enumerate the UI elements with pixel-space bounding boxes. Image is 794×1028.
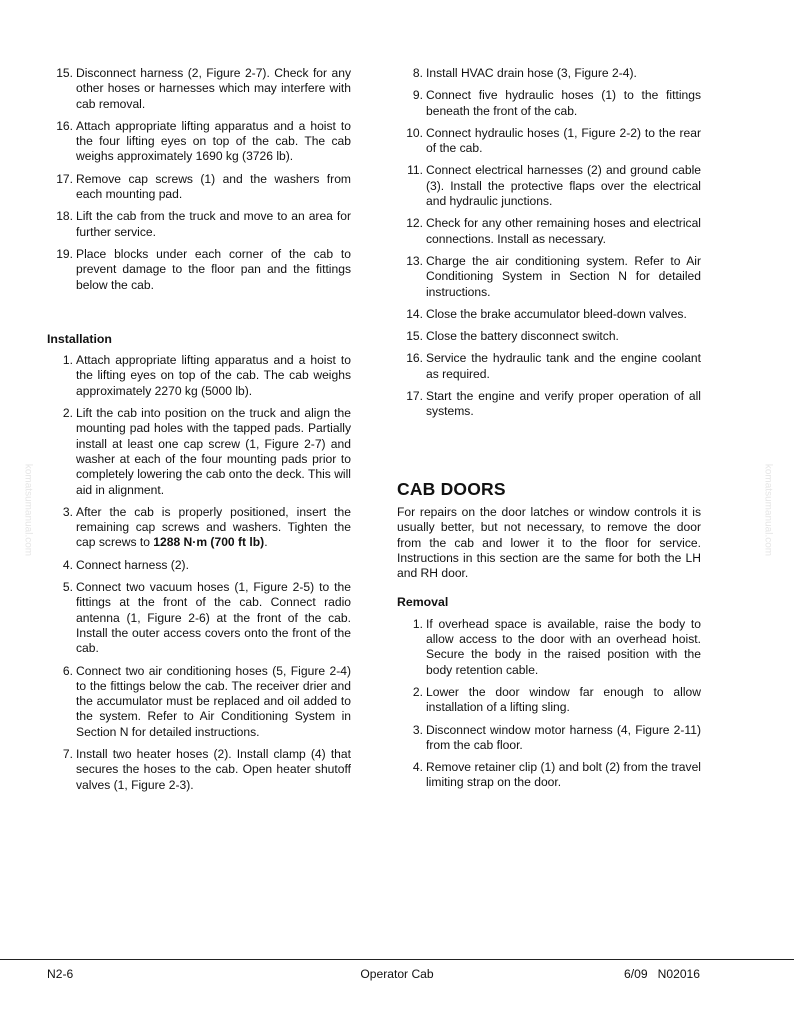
step-number: 6. bbox=[62, 663, 73, 678]
step-number: 7. bbox=[62, 746, 73, 761]
door-removal-steps-list bbox=[397, 617, 701, 791]
chapter-title: Operator Cab bbox=[360, 967, 434, 981]
right-column bbox=[397, 66, 701, 798]
step-number: 4. bbox=[62, 557, 73, 572]
step-number: 9. bbox=[412, 88, 423, 103]
list-item bbox=[397, 723, 701, 754]
list-item bbox=[47, 209, 351, 240]
section-title: CAB DOORS bbox=[397, 478, 506, 499]
step-text: Lift the cab from the truck and move to an area for further service. bbox=[76, 209, 351, 239]
list-item bbox=[397, 163, 701, 209]
list-item bbox=[47, 353, 351, 399]
torque-value: 1288 N·m (700 ft lb) bbox=[153, 535, 265, 550]
step-text: Connect two vacuum hoses (1, Figure 2-5) to the fittings at the front of the cab. Connect radio antenna (1, Figure 2-6) at the front of the cab. Install the outer access covers onto the front of the cab. bbox=[76, 580, 351, 656]
list-item bbox=[47, 747, 351, 793]
list-item bbox=[397, 389, 701, 420]
step-text: Charge the air conditioning system. Refer to Air Conditioning System in Section N for detailed instructions. bbox=[426, 253, 701, 299]
step-number: 16. bbox=[406, 351, 423, 366]
list-item bbox=[47, 247, 351, 293]
step-number: 10. bbox=[406, 125, 423, 140]
step-number: 16. bbox=[56, 118, 73, 133]
step-text: Attach appropriate lifting apparatus and a hoist to the four lifting eyes on top of the cab. The cab weighs approximately 1690 kg (3726 lb). bbox=[76, 118, 351, 164]
step-number: 11. bbox=[407, 163, 423, 178]
step-text: Connect two air conditioning hoses (5, Figure 2-4) to the fittings below the cab. The receiver drier and the accumulator must be replaced and oil added to the system. Refer to Air Conditioning System in Section N for detailed instructions. bbox=[76, 663, 351, 739]
step-text: Close the battery disconnect switch. bbox=[426, 329, 619, 344]
list-item bbox=[397, 66, 701, 81]
step-number: 3. bbox=[412, 722, 423, 737]
removal-steps-list bbox=[47, 66, 351, 293]
list-item bbox=[397, 760, 701, 791]
list-item bbox=[397, 617, 701, 678]
step-text: Disconnect window motor harness (4, Figure 2-11) from the cab floor. bbox=[426, 722, 701, 752]
step-number: 18. bbox=[56, 209, 73, 224]
list-item bbox=[397, 254, 701, 300]
footer-divider bbox=[0, 959, 794, 960]
step-text: Remove cap screws (1) and the washers from each mounting pad. bbox=[76, 171, 351, 202]
list-item bbox=[47, 406, 351, 498]
step-number: 15. bbox=[406, 329, 423, 344]
step-text: Remove retainer clip (1) and bolt (2) from the travel limiting strap on the door. bbox=[426, 760, 701, 790]
step-number: 2. bbox=[62, 406, 73, 421]
step-number: 13. bbox=[406, 253, 423, 268]
list-item bbox=[47, 119, 351, 165]
page-number: N2-6 bbox=[47, 967, 74, 981]
step-number: 17. bbox=[56, 171, 73, 186]
step-text: Disconnect harness (2, Figure 2-7). Check for any other hoses or harnesses which may interfere with cab removal. bbox=[76, 66, 351, 111]
step-text: Close the brake accumulator bleed-down valves. bbox=[426, 306, 687, 321]
watermark-left: komatsumanual.com bbox=[22, 463, 34, 557]
list-item bbox=[397, 216, 701, 247]
step-text-end: . bbox=[264, 535, 268, 550]
list-item bbox=[397, 685, 701, 716]
step-number: 17. bbox=[406, 389, 423, 404]
step-text: Check for any other remaining hoses and electrical connections. Install as necessary. bbox=[426, 216, 701, 246]
step-number: 8. bbox=[412, 66, 423, 80]
date-code: 6/09 N02016 bbox=[624, 967, 700, 981]
step-text: Connect five hydraulic hoses (1) to the fittings beneath the front of the cab. bbox=[426, 88, 701, 118]
list-item bbox=[47, 66, 351, 112]
step-number: 5. bbox=[62, 580, 73, 595]
step-text: If overhead space is available, raise the body to allow access to the door with an overhead hoist. Secure the body in the raised position with the body retention cable. bbox=[426, 616, 701, 677]
step-text: After the cab is properly positioned, insert the remaining cap screws and washers. Tighten the cap screws to bbox=[76, 504, 351, 550]
list-item bbox=[397, 307, 701, 322]
section-intro: For repairs on the door latches or window controls it is usually better, but not necessary, to remove the door from the cab and lower it to the floor for service. Instructions in this section are the same for both the LH and RH door. bbox=[397, 504, 701, 581]
step-text: Service the hydraulic tank and the engine coolant as required. bbox=[426, 351, 701, 381]
step-text: Connect harness (2). bbox=[76, 557, 189, 572]
step-number: 12. bbox=[406, 216, 423, 231]
step-text: Place blocks under each corner of the cab to prevent damage to the floor pan and the fittings below the cab. bbox=[76, 246, 351, 292]
list-item bbox=[397, 329, 701, 344]
list-item bbox=[47, 172, 351, 203]
installation-steps-list bbox=[47, 353, 351, 793]
installation-heading: Installation bbox=[47, 331, 112, 346]
left-column bbox=[47, 66, 351, 800]
list-item bbox=[47, 505, 351, 551]
step-text: Install two heater hoses (2). Install clamp (4) that secures the hoses to the cab. Open heater shutoff valves (1, Figure 2-3). bbox=[76, 746, 351, 792]
step-number: 4. bbox=[412, 760, 423, 775]
list-item bbox=[47, 558, 351, 573]
list-item bbox=[47, 580, 351, 656]
step-text: Connect hydraulic hoses (1, Figure 2-2) to the rear of the cab. bbox=[426, 125, 701, 156]
step-number: 1. bbox=[62, 353, 73, 368]
installation-steps-continued-list bbox=[397, 66, 701, 420]
step-text: Start the engine and verify proper operation of all systems. bbox=[426, 389, 701, 419]
step-number: 14. bbox=[406, 306, 423, 321]
step-number: 3. bbox=[62, 504, 73, 519]
step-number: 15. bbox=[56, 66, 73, 80]
step-text: Connect electrical harnesses (2) and ground cable (3). Install the protective flaps over the electrical and hydraulic junctions. bbox=[426, 163, 701, 209]
step-text: Attach appropriate lifting apparatus and a hoist to the lifting eyes on top of the cab. The cab weighs approximately 2270 kg (5000 lb). bbox=[76, 353, 351, 398]
list-item bbox=[397, 88, 701, 119]
step-text: Install HVAC drain hose (3, Figure 2-4). bbox=[426, 66, 637, 80]
step-text: Lower the door window far enough to allow installation of a lifting sling. bbox=[426, 684, 701, 715]
list-item bbox=[47, 664, 351, 740]
step-number: 1. bbox=[412, 616, 423, 631]
step-text: Lift the cab into position on the truck and align the mounting pad holes with the tapped pads. Partially install at least one cap screw (1, Figure 2-7) and washer at each of the four mounting pads prior to completely lowering the cab onto the deck. This will aid in alignment. bbox=[76, 406, 351, 497]
list-item bbox=[397, 126, 701, 157]
step-number: 19. bbox=[56, 246, 73, 261]
step-number: 2. bbox=[412, 684, 423, 699]
removal-heading: Removal bbox=[397, 595, 449, 610]
list-item bbox=[397, 351, 701, 382]
watermark-right: komatsumanual.com bbox=[762, 463, 774, 557]
